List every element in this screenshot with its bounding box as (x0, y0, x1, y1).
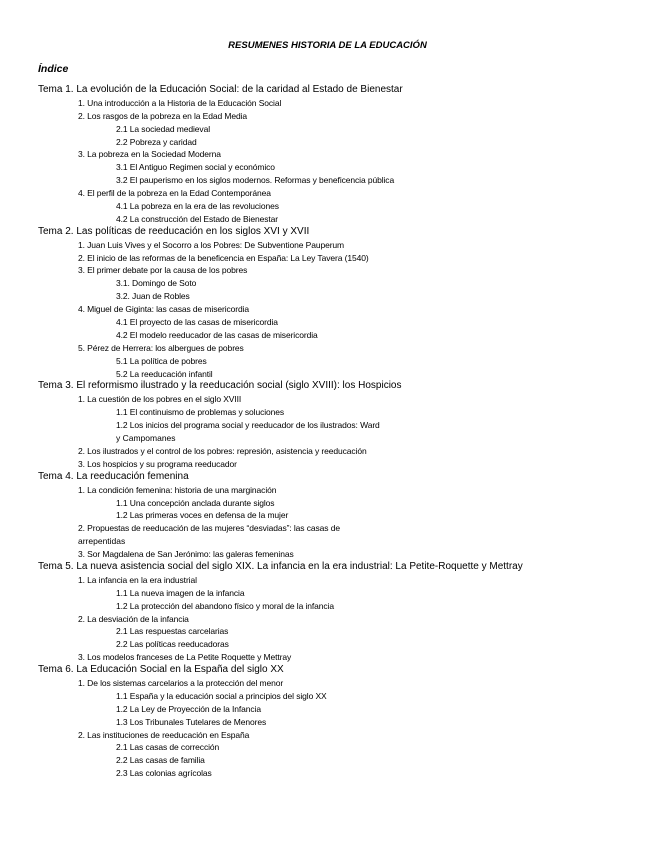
toc-subsection: 5.1 La política de pobres (116, 355, 207, 366)
toc-section: 1. La cuestión de los pobres en el siglo XVIII (78, 394, 242, 405)
toc-subsection: 1.1 Una concepción anclada durante siglos (116, 497, 275, 508)
toc-topic: Tema 1. La evolución de la Educación Social: de la caridad al Estado de Bienestar (38, 84, 403, 95)
toc-section: 2. La desviación de la infancia (78, 613, 189, 624)
toc-section: 4. El perfil de la pobreza en la Edad Contemporánea (78, 188, 271, 199)
toc-section: 2. Los rasgos de la pobreza en la Edad Media (78, 110, 248, 121)
toc-subsection: 1.3 Los Tribunales Tutelares de Menores (116, 716, 267, 727)
table-of-contents (0, 84, 655, 780)
toc-subsection: 2.2 Pobreza y caridad (116, 136, 197, 147)
toc-section: 3. El primer debate por la causa de los pobres (78, 265, 248, 276)
toc-subsection: 1.2 La protección del abandono físico y moral de la infancia (116, 600, 334, 611)
toc-subsection: 2.2 Las políticas reeducadoras (116, 639, 229, 650)
toc-section: 2. Los ilustrados y el control de los pobres: represión, asistencia y reeducación (78, 445, 367, 456)
toc-continuation: arrepentidas (78, 536, 126, 547)
toc-subsection: 5.2 La reeducación infantil (116, 368, 213, 379)
toc-subsection: 3.1 El Antiguo Regimen social y económico (116, 162, 275, 173)
toc-subsection: 2.1 La sociedad medieval (116, 123, 210, 134)
toc-subsection: 3.2 El pauperismo en los siglos modernos. Reformas y beneficencia pública (116, 175, 395, 186)
toc-section: 1. La condición femenina: historia de una marginación (78, 484, 277, 495)
toc-subsection: 1.2 La Ley de Proyección de la Infancia (116, 703, 261, 714)
toc-topic: Tema 4. La reeducación femenina (38, 470, 189, 482)
toc-section: 3. Los hospicios y su programa reeducador (78, 458, 237, 469)
toc-subsection: 4.1 El proyecto de las casas de misericordia (116, 317, 278, 328)
toc-subsection: 4.2 La construcción del Estado de Bienestar (116, 213, 279, 224)
toc-section: 2. Las instituciones de reeducación en España (78, 729, 250, 740)
index-heading: Índice (38, 63, 69, 75)
toc-topic: Tema 2. Las políticas de reeducación en los siglos XVI y XVII (38, 225, 310, 237)
toc-subsection: 3.1. Domingo de Soto (116, 278, 197, 289)
toc-section: 1. Una introducción a la Historia de la Educación Social (78, 97, 282, 108)
toc-section: 3. La pobreza en la Sociedad Moderna (78, 149, 221, 160)
toc-section: 2. Propuestas de reeducación de las mujeres “desviadas”: las casas de (78, 523, 340, 534)
toc-subsection: 1.1 La nueva imagen de la infancia (116, 587, 245, 598)
toc-continuation: y Campomanes (116, 433, 176, 444)
toc-section: 5. Pérez de Herrera: los albergues de pobres (78, 342, 244, 353)
toc-topic: Tema 6. La Educación Social en la España del siglo XX (38, 664, 284, 676)
toc-subsection: 1.1 El continuismo de problemas y soluciones (116, 407, 285, 418)
toc-subsection: 2.1 Las respuestas carcelarias (116, 626, 229, 637)
toc-subsection: 2.1 Las casas de corrección (116, 742, 220, 753)
toc-subsection: 1.2 Los inicios del programa social y reeducador de los ilustrados: Ward (116, 420, 380, 431)
toc-subsection: 1.1 España y la educación social a principios del siglo XX (116, 690, 327, 701)
toc-section: 1. Juan Luis Vives y el Socorro a los Pobres: De Subventione Pauperum (78, 239, 345, 250)
toc-subsection: 1.2 Las primeras voces en defensa de la mujer (116, 510, 289, 521)
toc-section: 3. Sor Magdalena de San Jerónimo: las galeras femeninas (78, 549, 294, 560)
toc-section: 3. Los modelos franceses de La Petite Roquette y Mettray (78, 652, 292, 663)
toc-subsection: 4.1 La pobreza en la era de las revoluciones (116, 201, 279, 212)
toc-topic: Tema 3. El reformismo ilustrado y la reeducación social (siglo XVIII): los Hospicios (38, 380, 402, 392)
toc-section: 1. La infancia en la era industrial (78, 574, 197, 585)
toc-section: 4. Miguel de Giginta: las casas de misericordia (78, 304, 250, 315)
toc-subsection: 3.2. Juan de Robles (116, 291, 190, 302)
toc-topic: Tema 5. La nueva asistencia social del siglo XIX. La infancia en la era industrial: La Petite-Roquette y Mettray (38, 560, 523, 572)
toc-subsection: 4.2 El modelo reeducador de las casas de misericordia (116, 329, 318, 340)
document-title: RESUMENES HISTORIA DE LA EDUCACIÓN (228, 40, 427, 51)
toc-section: 2. El inicio de las reformas de la beneficencia en España: La Ley Tavera (1540) (78, 252, 369, 263)
toc-section: 1. De los sistemas carcelarios a la protección del menor (78, 677, 284, 688)
toc-subsection: 2.2 Las casas de familia (116, 755, 205, 766)
toc-subsection: 2.3 Las colonias agrícolas (116, 768, 212, 779)
